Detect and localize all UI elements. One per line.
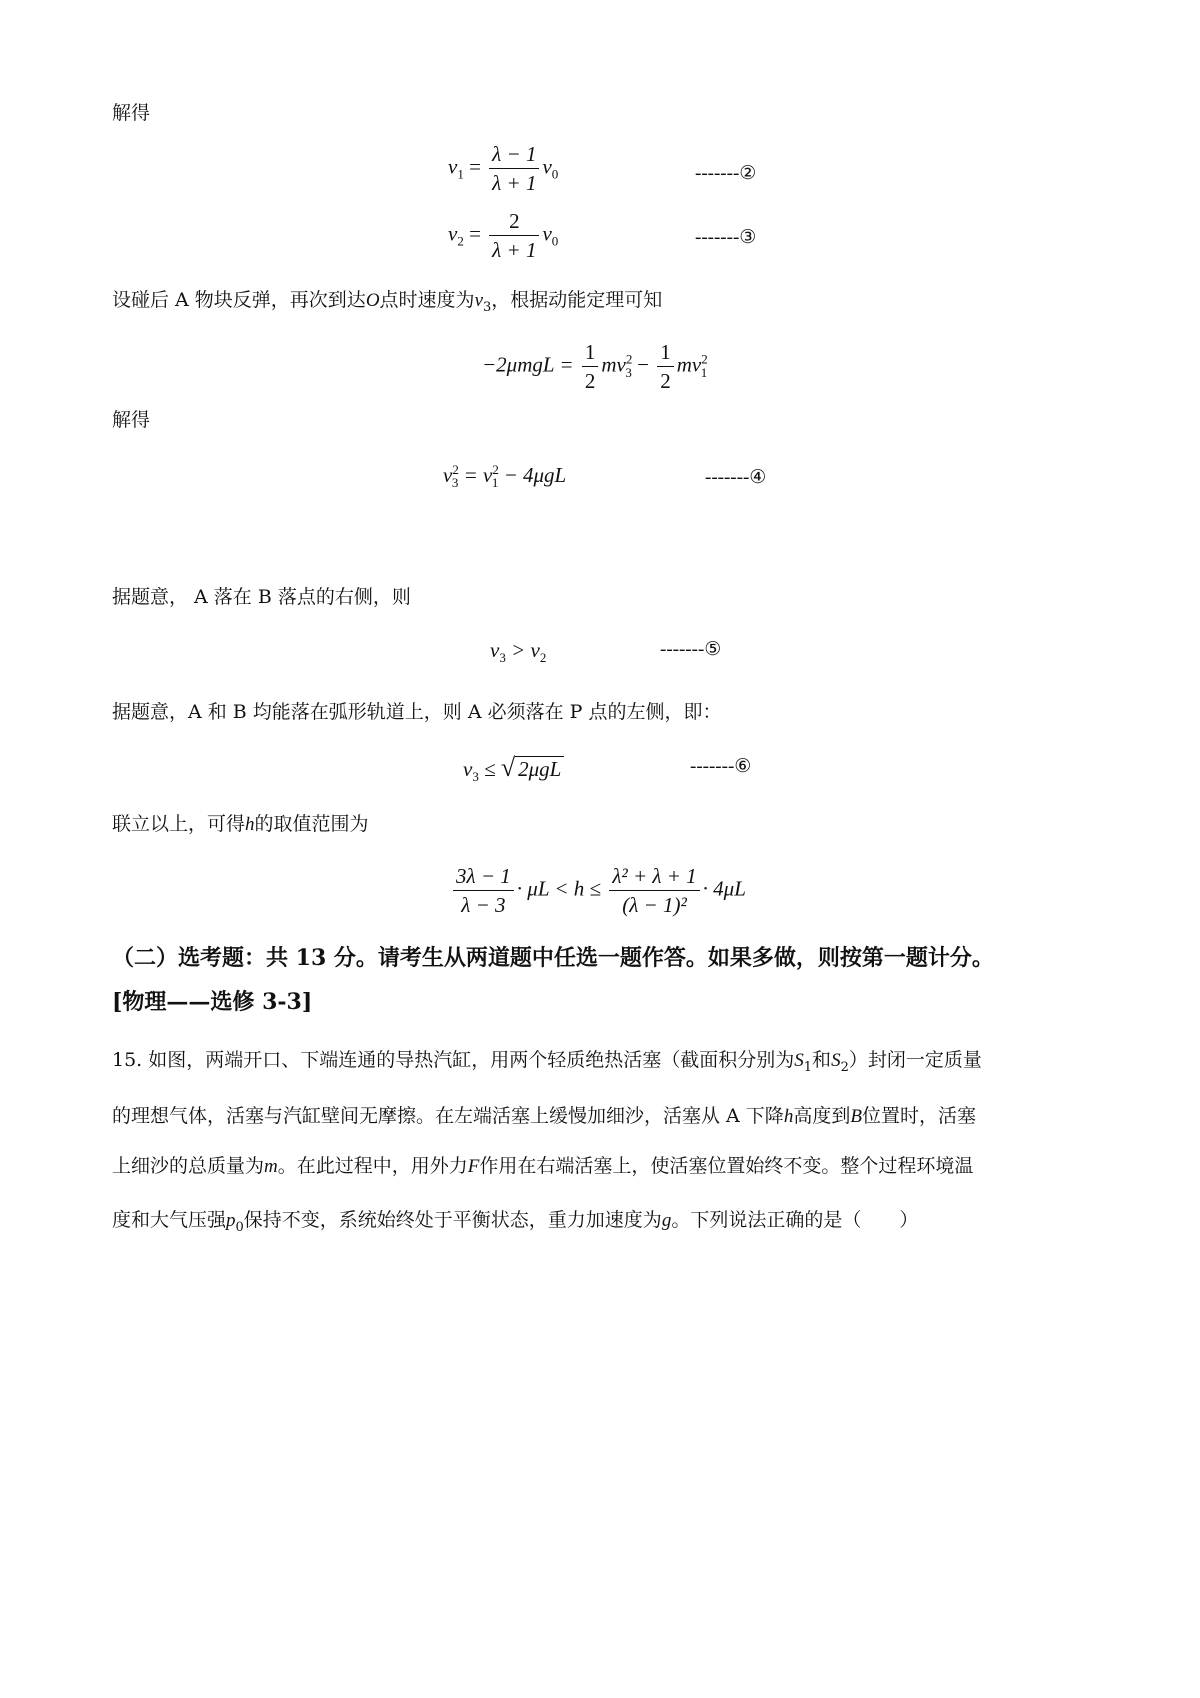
energy-term-2: mv: [676, 352, 702, 377]
q15-and: 和: [812, 1049, 832, 1071]
q15-l3-c: 作用在右端活塞上，使活塞位置始终不变。整个过程环境温: [479, 1155, 974, 1177]
text-combine-a: 联立以上，可得: [112, 813, 246, 835]
tag-5: -------⑤: [660, 639, 722, 660]
subsection-title: [物理——选修 3-3]: [112, 989, 313, 1015]
text-collision-o: O: [365, 290, 380, 311]
q15-s2: S: [831, 1050, 841, 1071]
energy-half-1-num: 1: [582, 338, 599, 367]
v1-lhs-sub: 1: [457, 166, 464, 182]
v3sq-sup: 2: [452, 462, 459, 477]
q15-g: g: [661, 1210, 672, 1231]
q15-s1: S: [794, 1050, 804, 1071]
energy-half-2: [657, 338, 674, 395]
q15-l4-a: 度和大气压强: [112, 1209, 227, 1231]
tag-4: -------④: [705, 467, 767, 488]
v3sq-sub: 3: [451, 475, 459, 491]
q15-l2-b: 高度到: [793, 1105, 851, 1127]
inequality-5: [490, 638, 546, 666]
text-combine: [112, 811, 369, 838]
section-title: （二）选考题：共 13 分。请考生从两道题中任选一题作答。如果多做，则按第一题计分。: [112, 945, 994, 971]
v3sq-v: v: [443, 463, 453, 487]
v1-numerator: λ − 1: [489, 140, 539, 169]
range-num-1: 3λ − 1: [453, 862, 514, 891]
energy-term-1-sup: 2: [625, 351, 633, 367]
q15-line-3: [112, 1153, 973, 1180]
text-jiede-1: 解得: [112, 102, 151, 124]
text-combine-b: 的取值范围为: [254, 813, 369, 835]
q15-l2-a: 的理想气体，活塞与汽缸壁间无摩擦。在左端活塞上缓慢加细沙，活塞从 A 下降: [112, 1105, 784, 1127]
v3sq-tail: − 4μgL: [498, 463, 567, 487]
energy-half-1-den: 2: [584, 369, 596, 393]
ineq6-mid: ≤: [478, 757, 501, 781]
energy-term-1-sub: 3: [625, 364, 632, 380]
range-den-1: λ − 3: [461, 893, 506, 917]
q15-l1-b: ）封闭一定质量: [848, 1049, 982, 1071]
q15-p: p: [226, 1210, 236, 1231]
range-tail: · 4μL: [702, 876, 746, 901]
energy-lhs: −2μmgL =: [482, 352, 574, 377]
v2-denominator: λ + 1: [492, 238, 537, 262]
ineq5-mid: > v: [505, 638, 540, 662]
q15-h: h: [783, 1106, 794, 1127]
q15-B: B: [850, 1106, 862, 1127]
tag-6: -------⑥: [690, 756, 752, 777]
v1-fraction: [489, 140, 539, 197]
range-num-2: λ² + λ + 1: [609, 862, 699, 891]
q15-p-sub: 0: [235, 1219, 244, 1235]
text-condition-1: 据题意， A 落在 B 落点的右侧，则: [112, 586, 411, 608]
v2-tail: v: [542, 221, 552, 246]
tag-3: -------③: [695, 227, 757, 248]
text-jiede-2: 解得: [112, 409, 151, 431]
inequality-6: [463, 753, 564, 785]
energy-term-2-sub: 1: [700, 364, 708, 380]
v2-tail-sub: 0: [551, 233, 559, 249]
v1-lhs: v: [448, 154, 458, 179]
text-collision-v: v: [474, 290, 483, 311]
v2-fraction: [489, 207, 539, 264]
v2-numerator: 2: [489, 207, 539, 236]
energy-half-2-num: 1: [657, 338, 674, 367]
equation-v3-squared: [443, 462, 566, 491]
text-condition-2: 据题意，A 和 B 均能落在弧形轨道上，则 A 必须落在 P 点的左侧，即：: [112, 701, 722, 723]
equation-v2: $v_2$ = $\frac{2}{\lambda + 1}$ $v_0$: [448, 209, 559, 262]
text-collision-a: 设碰后 A 物块反弹，再次到达: [112, 289, 366, 311]
q15-l4-b: 保持不变，系统始终处于平衡状态，重力加速度为: [243, 1209, 662, 1231]
q15-line-1: [112, 1047, 982, 1081]
text-collision-c: ，根据动能定理可知: [491, 289, 663, 311]
q15-F: F: [467, 1156, 480, 1177]
range-fraction-1: [453, 862, 514, 919]
q15-l4-c: 。下列说法正确的是（ ）: [671, 1209, 919, 1231]
text-collision-b: 点时速度为: [379, 289, 475, 311]
tag-2: -------②: [695, 163, 757, 184]
v1sq-sup: 2: [492, 462, 499, 477]
q15-s1-sub: 1: [803, 1059, 813, 1075]
range-fraction-2: [609, 862, 699, 919]
q15-line-2: [112, 1103, 976, 1130]
energy-half-2-den: 2: [660, 369, 671, 393]
v3sq-eq: = v: [458, 463, 493, 487]
v1-denominator: λ + 1: [492, 171, 537, 195]
energy-minus: −: [637, 352, 649, 377]
ineq6-v: v: [463, 757, 473, 781]
q15-l3-a: 上细沙的总质量为: [112, 1155, 265, 1177]
energy-half-1: [582, 338, 599, 395]
v1-tail-sub: 0: [551, 166, 559, 182]
energy-term-1: mv: [601, 352, 626, 377]
text-collision: [112, 287, 662, 321]
v1sq-sub: 1: [491, 475, 499, 491]
q15-line-4: [112, 1207, 918, 1241]
q15-s2-sub: 2: [840, 1059, 849, 1075]
ineq5-v: v: [490, 638, 500, 662]
text-combine-h: h: [245, 814, 255, 835]
q15-l2-c: 位置时，活塞: [861, 1105, 976, 1127]
sqrt-icon: √: [500, 753, 516, 782]
q15-l3-b: 。在此过程中，用外力: [277, 1155, 468, 1177]
ineq6-root: 2μgL: [515, 756, 564, 782]
q15-l1-a: 15. 如图，两端开口、下端连通的导热汽缸，用两个轻质绝热活塞（截面积分别为: [112, 1049, 795, 1071]
equation-energy: [482, 338, 707, 395]
energy-term-2-sup: 2: [701, 351, 708, 367]
ineq6-sub3: 3: [472, 769, 479, 785]
v1-tail: v: [542, 154, 552, 179]
equation-range: [450, 862, 746, 919]
equation-v1: $v_1$ = $\frac{\lambda - 1}{\lambda + 1}$ $v_0$: [448, 142, 559, 195]
range-den-2: (λ − 1)²: [622, 893, 687, 917]
range-mid: · μL < h ≤: [516, 876, 602, 901]
ineq5-sub2: 2: [539, 650, 547, 666]
v2-lhs-sub: 2: [457, 233, 464, 249]
ineq5-sub3: 3: [499, 650, 506, 666]
q15-m: m: [264, 1156, 278, 1177]
v2-lhs: v: [448, 221, 458, 246]
text-collision-v-sub: 3: [483, 299, 492, 315]
